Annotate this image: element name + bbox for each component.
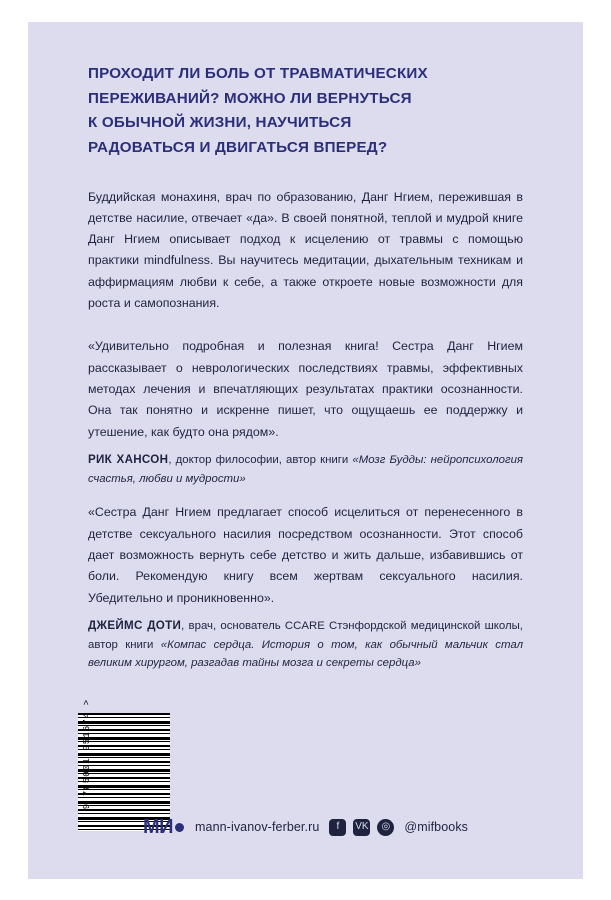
isbn-number: 9 785001 951674 > [82, 698, 92, 810]
review-attribution-1 [88, 451, 523, 488]
headline-line-1: ПРОХОДИТ ЛИ БОЛЬ ОТ ТРАВМАТИЧЕСКИХ [88, 65, 428, 82]
review-text-1: «Удивительно подробная и полезная книга! Сестра Данг Нгием рассказывает о неврологических последствиях травмы, эффективных методах лечения и впечатляющих результатах практики осознанности. Она так понятно и искренне пишет, что ощущаешь ее поддержку и утешение, как будто она рядом». [88, 339, 523, 439]
website-url: mann-ivanov-ferber.ru [195, 820, 320, 834]
review-author-1: РИК ХАНСОН [88, 453, 169, 467]
headline-line-4: РАДОВАТЬСЯ И ДВИГАТЬСЯ ВПЕРЕД? [88, 138, 388, 156]
intro-paragraph: Буддийская монахиня, врач по образованию, Данг Нгием, пережившая в детстве насилие, отвечает «да». В своей понятной, теплой и мудрой книге Данг Нгием описывает подход к исцелению от травмы с помощью практики mindfulness. Вы научитесь медитации, дыхательным техникам и аффирмациям любви к себе, а также откроете новые возможности для роста и самопознания. [88, 189, 523, 311]
social-handle: @mifbooks [404, 820, 469, 834]
review-attribution-2 [88, 617, 523, 673]
review-text-2: «Сестра Данг Нгием предлагает способ исцелиться от перенесенного в детстве сексуального насилия посредством осознанности. Этот способ дает возможность вернуть себе детство и жить дальше, избавившись от боли. Рекомендую книгу всем жертвам сексуального насилия. Убедительно и проникновенно». [88, 505, 523, 605]
footer [28, 817, 583, 837]
instagram-icon[interactable]: ◎ [377, 819, 394, 836]
publisher-logo-text: МИ [142, 816, 174, 838]
facebook-icon[interactable]: f [329, 819, 346, 836]
review-author-2: ДЖЕЙМС ДОТИ [88, 619, 182, 632]
headline [88, 62, 523, 161]
review-author-info-1: , доктор философии, автор книги [168, 454, 353, 467]
headline-line-2: ПЕРЕЖИВАНИЙ? МОЖНО ЛИ ВЕРНУТЬСЯ [88, 89, 412, 107]
review-author-work-1: «Мозг Будды: нейропсихология счастья, любви и мудрости» [88, 454, 524, 485]
vk-icon[interactable]: VK [353, 819, 370, 836]
headline-line-3: К ОБЫЧНОЙ ЖИЗНИ, НАУЧИТЬСЯ [88, 114, 352, 132]
review-author-info-2: , врач, основатель CCARE Стэнфордской медицинской школы, автор книги [88, 620, 523, 651]
social-links [329, 819, 394, 836]
review-author-work-2: «Компас сердца. История о том, как обычный мальчик стал великим хирургом, разгадав тайны мозга и секреты сердца» [88, 638, 523, 670]
cover-panel [28, 22, 583, 879]
spacer [88, 488, 523, 502]
publisher-logo [143, 817, 185, 837]
publisher-logo-dot [175, 823, 184, 832]
cover-content [88, 62, 523, 673]
